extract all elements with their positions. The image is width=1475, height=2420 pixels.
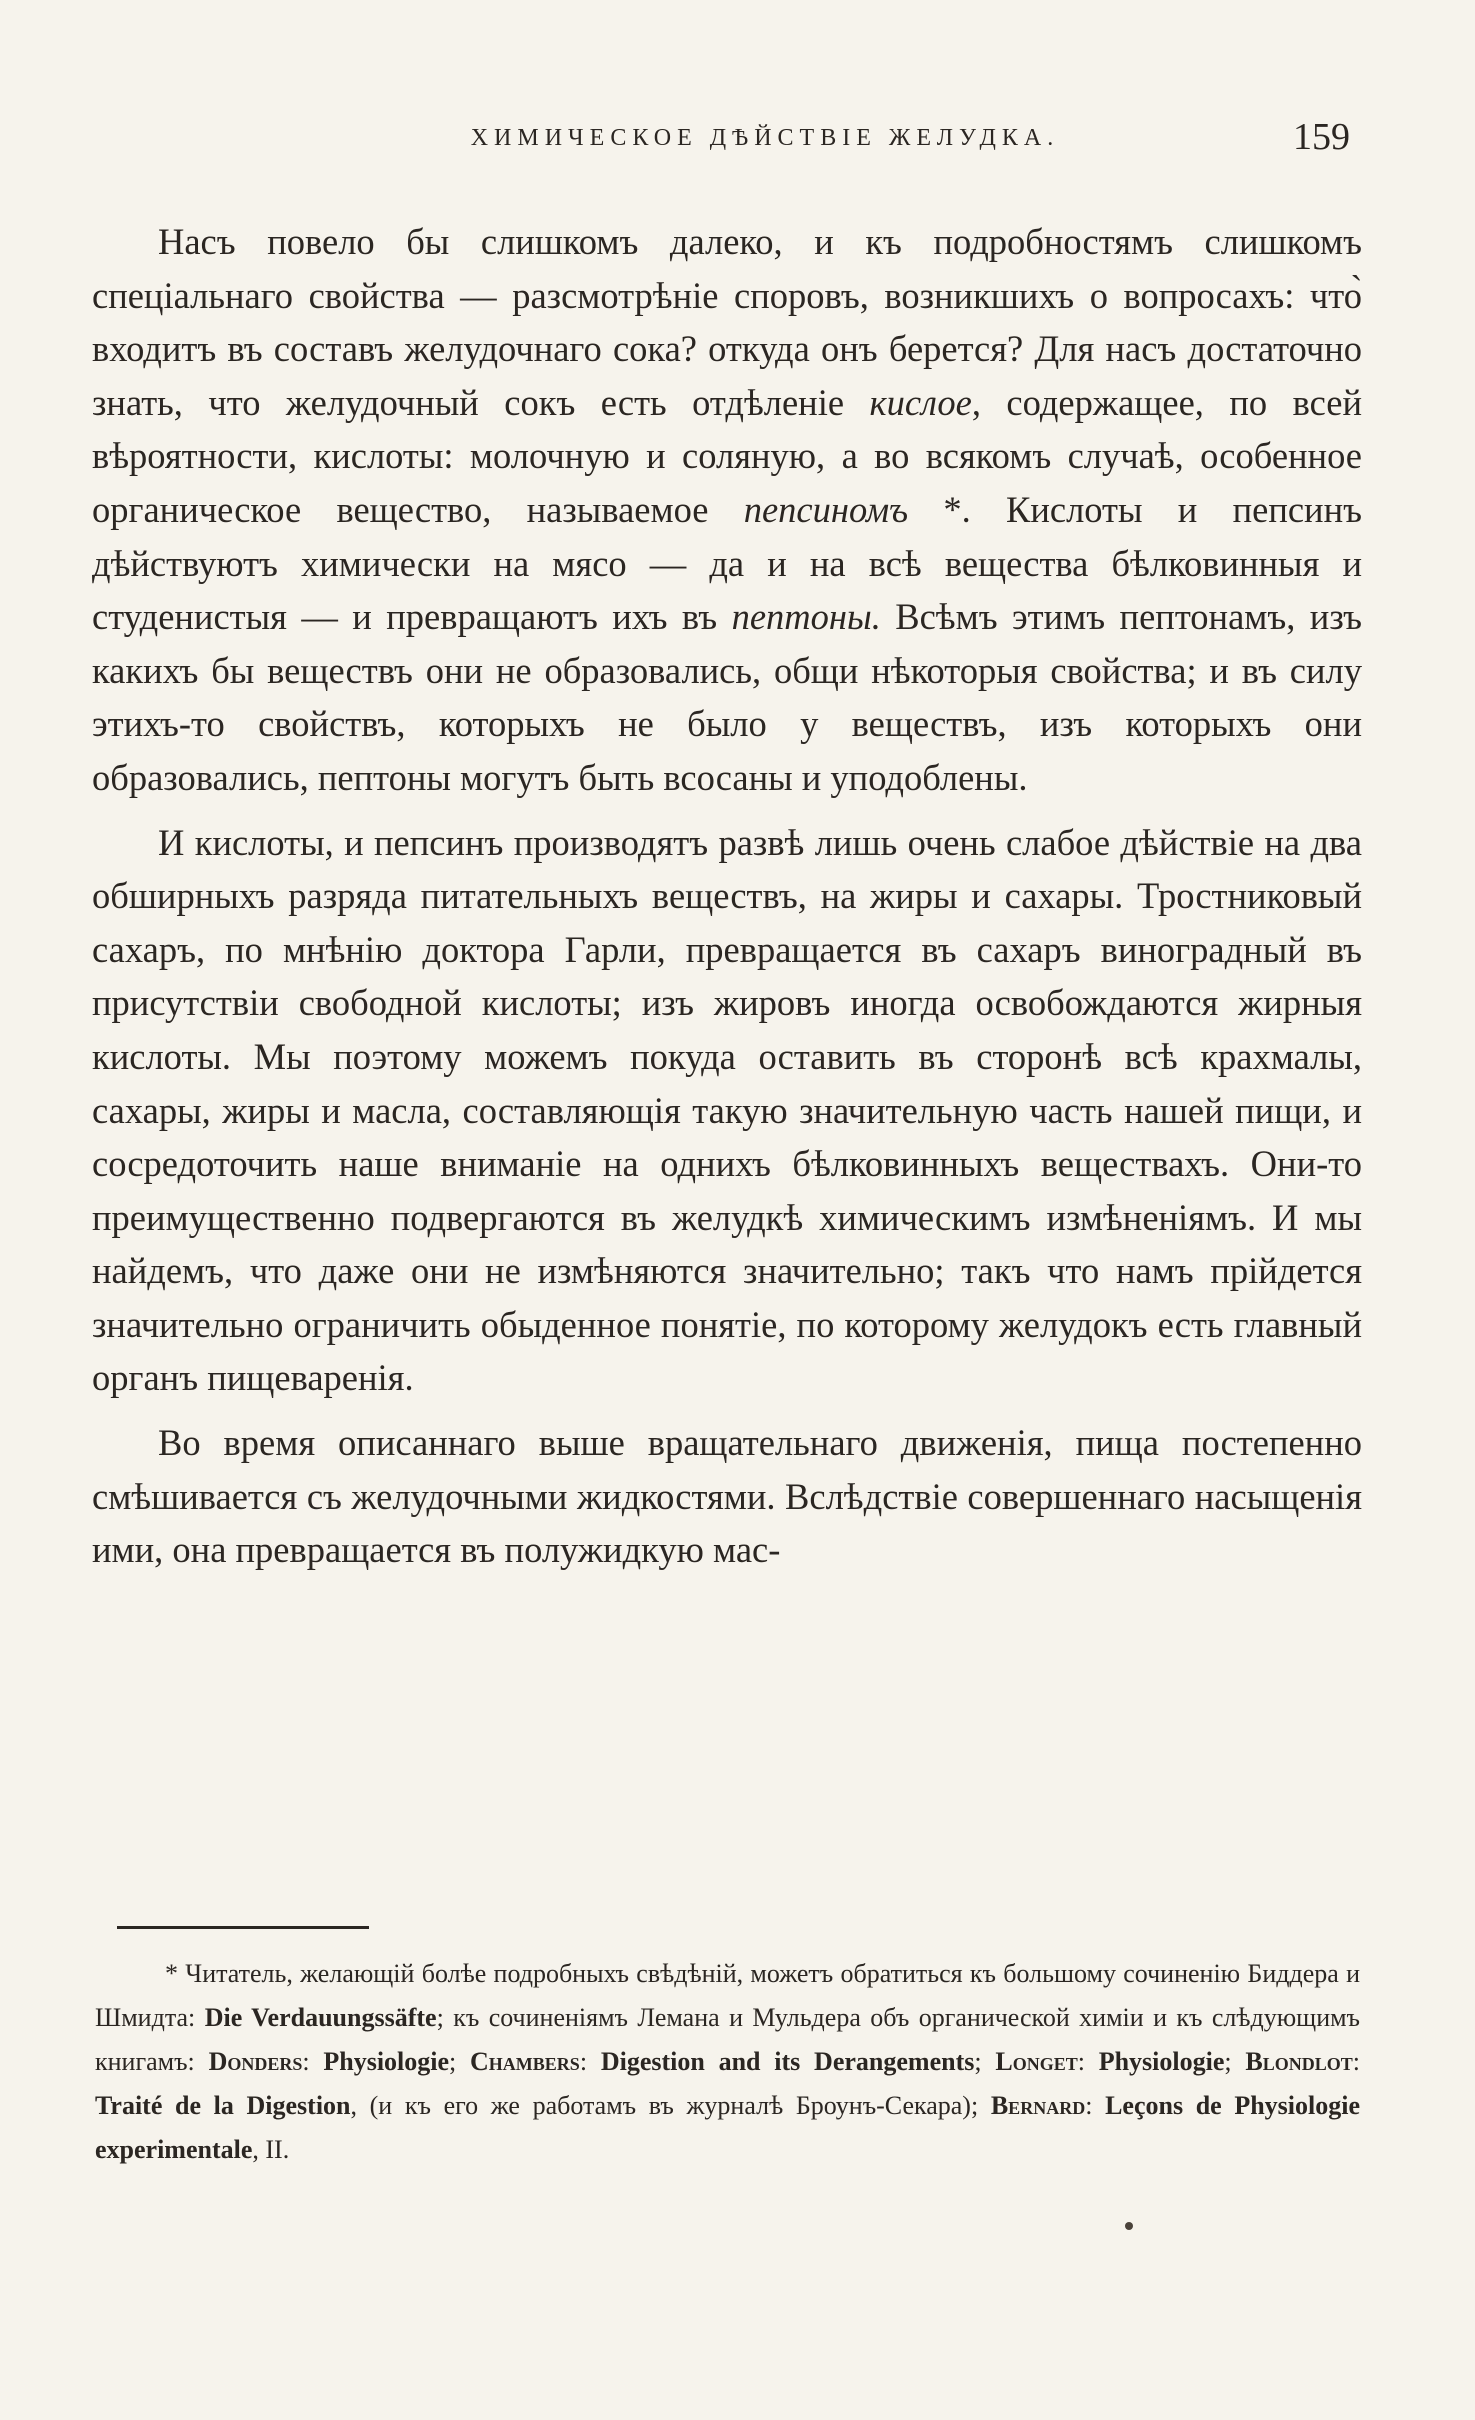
paragraph	[92, 215, 1362, 805]
text-run: , содержащее, по всей вѣроятности, кислоты: молочную и соляную, а во всякомъ случаѣ, особенное органическое вещество, называемое	[92, 381, 1362, 530]
paragraph	[92, 1416, 1362, 1577]
author-name: Bernard	[990, 2091, 1086, 2120]
running-title: ХИМИЧЕСКОЕ ДѢЙСТВІЕ ЖЕЛУДКА.	[470, 125, 1060, 151]
text-run: :	[302, 2047, 324, 2076]
paragraph	[92, 816, 1362, 1406]
italic-term: пепсиномъ	[743, 488, 909, 530]
book-title: Traité de la Digestion	[95, 2091, 351, 2120]
page-number: 159	[1293, 116, 1350, 158]
text-run: ;	[974, 2047, 996, 2076]
book-title: Die Verdauungssäfte	[204, 2003, 437, 2032]
footnote	[95, 1952, 1360, 2172]
text-run: :	[1077, 2047, 1099, 2076]
text-run: :	[579, 2047, 601, 2076]
text-run: Во время описаннаго выше вращательнаго движенія, пища постепенно смѣшивается съ желудочными жидкостями. Вслѣдствіе совершеннаго насыщенія ими, она превращается въ полужидкую мас-	[92, 1422, 1362, 1571]
author-name: Donders	[208, 2047, 303, 2076]
text-run: * Читатель, желающій болѣе подробныхъ свѣдѣній, можетъ обратиться къ большому сочиненію Биддера и Шмидта:	[95, 1959, 1360, 2032]
author-name: Longet	[995, 2047, 1078, 2076]
book-title: Physiologie	[323, 2047, 450, 2076]
text-run: , II.	[252, 2135, 290, 2164]
italic-term: кислое	[869, 381, 972, 423]
text-run: ; къ сочиненіямъ Лемана и Мульдера объ органической химіи и къ слѣдующимъ книгамъ:	[95, 2003, 1360, 2076]
text-run: *. Кислоты и пепсинъ дѣйствуютъ химически на мясо — да и на всѣ вещества бѣлковинныя и студенистыя — и превращаютъ ихъ въ	[92, 488, 1362, 638]
text-run: И кислоты, и пепсинъ производятъ развѣ лишь очень слабое дѣйствіе на два обширныхъ разряда питательныхъ веществъ, на жиры и сахары. Тростниковый сахаръ, по мнѣнію доктора Гарли, превращается въ сахаръ виноградный въ присутствіи свободной кислоты; изъ жировъ иногда освобождаются жирныя кислоты. Мы поэтому можемъ покуда оставить въ сторонѣ всѣ крахмалы, сахары, жиры и масла, составляющія такую значительную часть нашей пищи, и сосредоточить наше вниманіе на однихъ бѣлковинныхъ веществахъ. Они-то преимущественно подвергаются въ желудкѣ химическимъ измѣненіямъ. И мы найдемъ, что даже они не измѣняются значительно; такъ что намъ прійдется значительно ограничить обыденное понятіе, по которому желудокъ есть главный органъ пищеваренія.	[92, 821, 1362, 1399]
book-title: Digestion and its Derangements	[600, 2047, 975, 2076]
text-run: Насъ повело бы слишкомъ далеко, и къ подробностямъ слишкомъ спеціальнаго свойства — разсмотрѣніе споровъ, возникшихъ о вопросахъ: что̀ входитъ въ составъ желудочнаго сока? откуда онъ берется? Для насъ достаточно знать, что желудочный сокъ есть отдѣленіе	[92, 221, 1362, 423]
text-run: ;	[449, 2047, 471, 2076]
text-run: :	[1352, 2047, 1360, 2076]
body-text	[92, 215, 1362, 1588]
author-name: Chambers	[470, 2047, 580, 2076]
text-run: , (и къ его же работамъ въ журналѣ Броунъ-Секара);	[350, 2091, 991, 2120]
book-title: Physiologie	[1098, 2047, 1225, 2076]
book-title: Leçons de Physiologie experimentale	[95, 2091, 1361, 2164]
running-head	[170, 115, 1360, 165]
author-name: Blondlot	[1245, 2047, 1353, 2076]
footnote-rule	[117, 1926, 369, 1929]
text-run: ;	[1224, 2047, 1246, 2076]
ink-fleck	[1125, 2222, 1133, 2230]
text-run: :	[1085, 2091, 1106, 2120]
italic-term: пептоны.	[731, 596, 881, 638]
text-run: Всѣмъ этимъ пептонамъ, изъ какихъ бы веществъ они не образовались, общи нѣкоторыя свойства; и въ силу этихъ-то свойствъ, которыхъ не было у веществъ, изъ которыхъ они образовались, пептоны могутъ быть всосаны и уподоблены.	[92, 596, 1362, 798]
